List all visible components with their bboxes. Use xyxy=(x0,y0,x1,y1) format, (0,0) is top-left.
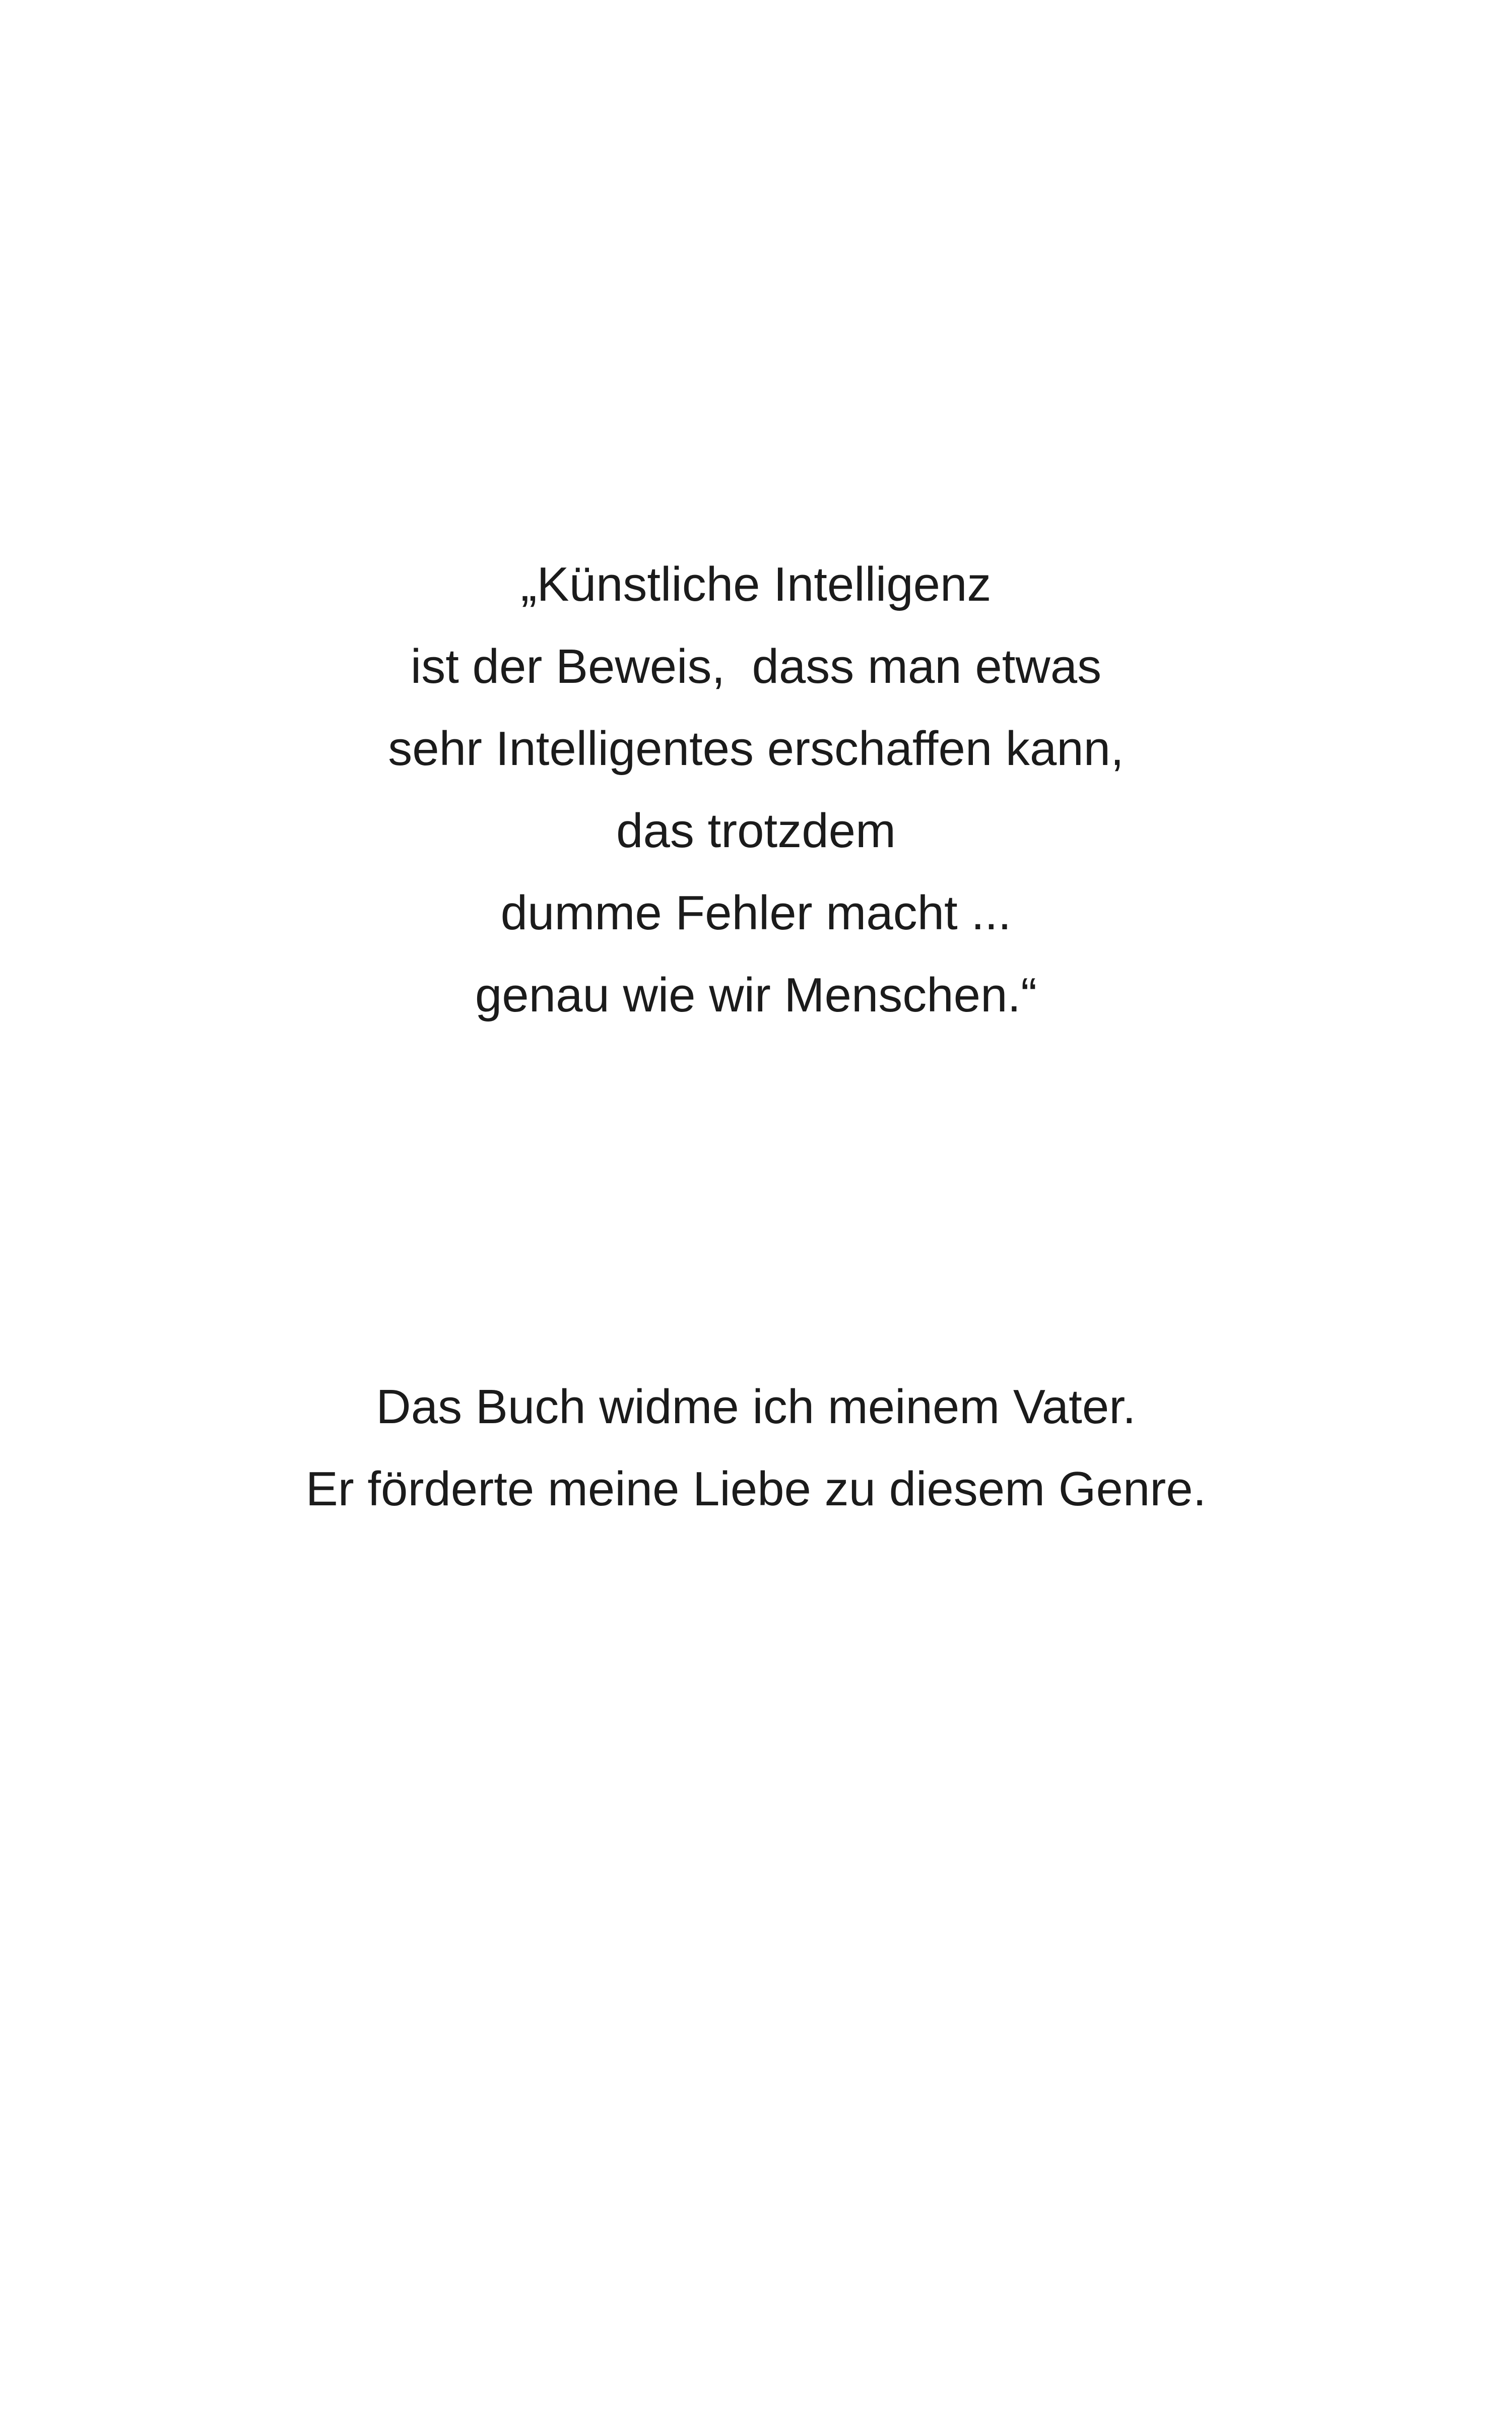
dedication xyxy=(0,1366,1512,1530)
dedication-line: Das Buch widme ich meinem Vater. xyxy=(376,1380,1136,1434)
quote-line: „Künstliche Intelligenz xyxy=(520,557,992,611)
dedication-line: Er förderte meine Liebe zu diesem Genre. xyxy=(305,1462,1207,1516)
epigraph-quote xyxy=(0,543,1512,1036)
quote-line: sehr Intelligentes erschaffen kann, xyxy=(388,722,1124,776)
quote-line: genau wie wir Menschen.“ xyxy=(475,968,1037,1022)
quote-line: ist der Beweis, dass man etwas xyxy=(410,640,1102,693)
quote-line: dumme Fehler macht ... xyxy=(500,886,1012,940)
quote-line: das trotzdem xyxy=(616,804,896,858)
